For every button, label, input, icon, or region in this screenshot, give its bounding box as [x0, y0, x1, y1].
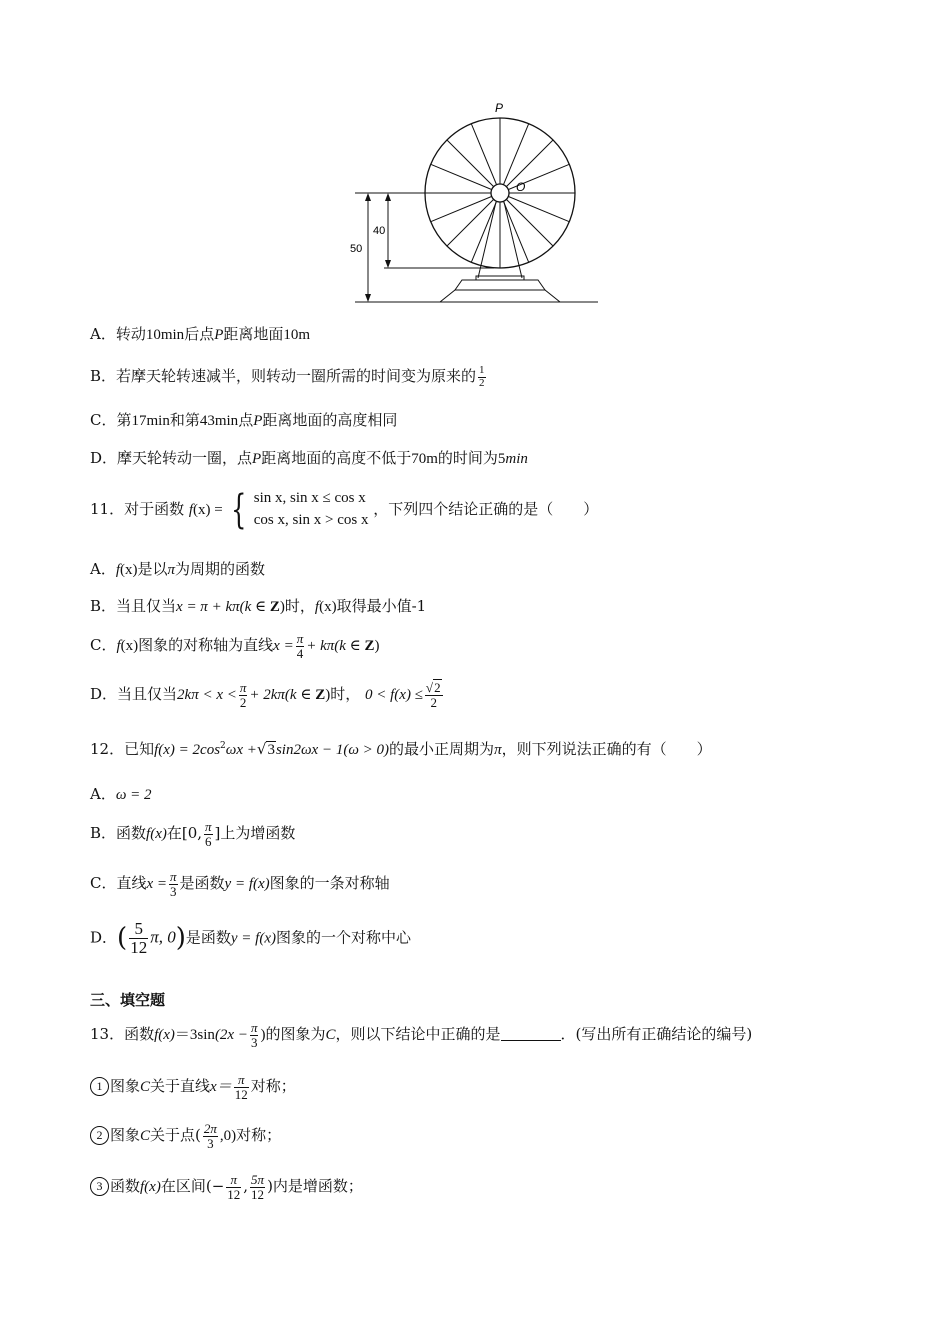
q13-item-3: 3 函数f(x)在区间(− $\frac{\pi}{12}$ , $\frac{5\pi}{12}$ )内是增函数； — [90, 1173, 363, 1201]
q13-item-2: 2 图象C关于点( $\frac{2\pi}{3}$ ,0)对称； — [90, 1122, 281, 1150]
q11-stem: 11．对于函数 f(x) = { sin x, sin x ≤ cos x cos x, sin x > cos x ，下列四个结论正确的是（ ） — [90, 486, 599, 533]
q12-option-c: C．直线x = $\frac{\pi}{3}$ 是函数y = f(x)图象的一条对称轴 — [90, 869, 390, 899]
q10-option-d: D．摩天轮转动一圈，点P距离地面的高度不低于70m的时间为5min — [90, 449, 528, 467]
label-50: 50 — [350, 243, 363, 255]
section-title: 三、填空题 — [90, 991, 166, 1009]
label-p: P — [495, 101, 504, 115]
wheel-spoke — [447, 140, 500, 193]
q12-stem: 12．已知$f(x) = 2\cos^2\omega x +√3\sin 2\omega x - 1(\omega > 0)$的最小正周期为π，则下列说法正确的有（ ） — [90, 740, 712, 758]
q11-option-d: D．当且仅当2kπ < x < $\frac{\pi}{2}$ + 2kπ(k ∈ Z)时， 0 < f(x) ≤ $\frac{√2}{2}$ — [90, 680, 441, 710]
label-40: 40 — [373, 225, 386, 237]
wheel-spoke — [500, 140, 553, 193]
q12-option-b: B．函数f(x)在[0, $\frac{\pi}{6}$ ]上为增函数 — [90, 819, 296, 849]
q13-item-1: 1 图象C关于直线x＝ $\frac{\pi}{12}$ 对称； — [90, 1073, 296, 1101]
label-o: O — [516, 180, 526, 194]
answer-blank[interactable] — [501, 1026, 561, 1041]
q13-stem: 13．函数f(x)＝3sin(2x − $\frac{\pi}{3}$ )的图象为C，则以下结论中正确的是 ．(写出所有正确结论的编号) — [90, 1020, 753, 1050]
q10-option-c: C．第17min和第43min点P距离地面的高度相同 — [90, 411, 398, 429]
q12-option-a: A．ω = 2 — [90, 785, 152, 803]
q11-option-b: B．当且仅当x = π + kπ(k ∈ Z)时，f(x)取得最小值-1 — [90, 597, 427, 615]
q10-option-a: A．转动10min后点P距离地面10m — [90, 325, 311, 343]
q11-option-a: A．f(x)是以π为周期的函数 — [90, 560, 266, 578]
q10-option-b: B．若摩天轮转速减半，则转动一圈所需的时间变为原来的 $\frac{1}{2}$ — [90, 364, 485, 389]
q11-option-c: C．f(x)图象的对称轴为直线x = $\frac{\pi}{4}$ + kπ(k ∈ Z) — [90, 631, 380, 661]
q12-option-d: D．( $\frac{5}{12}$ π, 0)是函数y = f(x)图象的一个对称中心 — [90, 919, 412, 957]
ferris-wheel-figure — [0, 0, 950, 320]
